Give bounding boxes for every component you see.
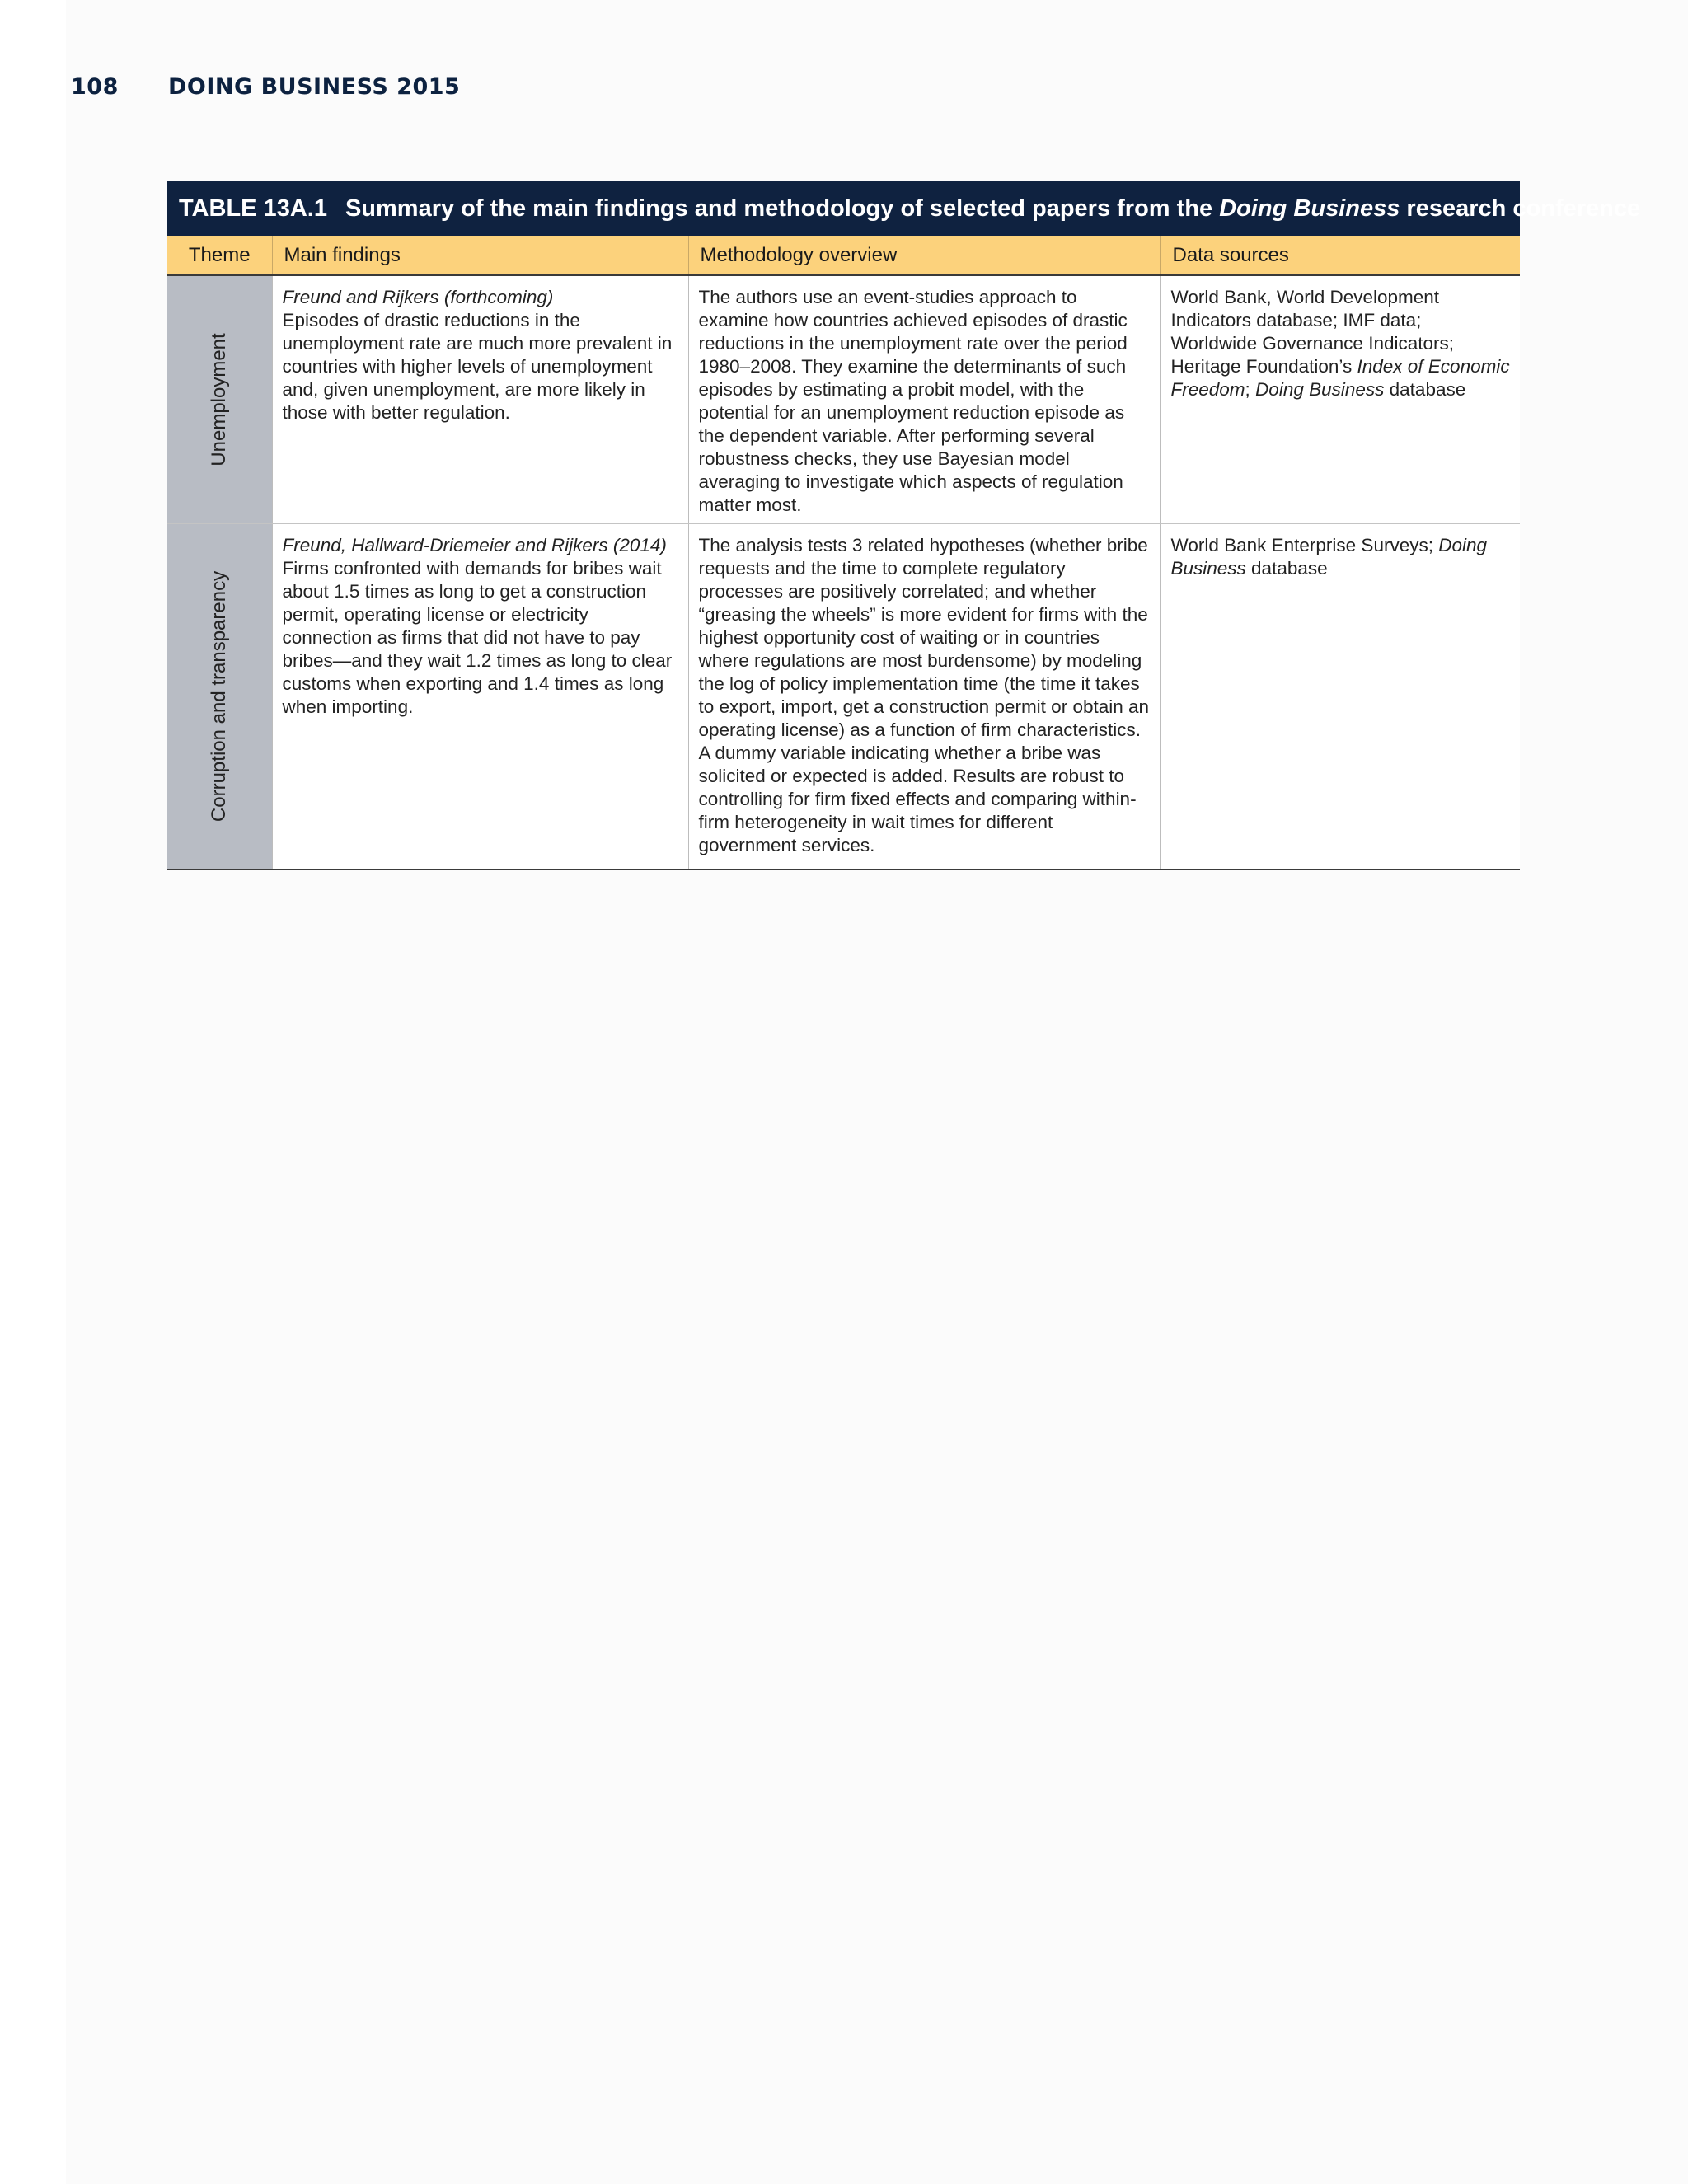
table-header-row <box>167 236 1520 275</box>
sources-text: database <box>1384 379 1466 400</box>
findings-table <box>167 236 1520 870</box>
methodology-cell: The authors use an event-studies approach to examine how countries achieved episodes of drastic reductions in the unemployment rate over the period 1980–2008. They examine the determinants of such episodes by estimating a probit model, with the potential for an unemployment reduction episode as the dependent variable. After performing several robustness checks, they use Bayesian model averaging to investigate which aspects of regulation matter most. <box>688 275 1160 524</box>
running-head <box>71 74 460 100</box>
sources-text: database <box>1245 558 1328 579</box>
table-title-prefix: Summary of the main findings and methodology of selected papers from the <box>345 194 1220 222</box>
table-row <box>167 524 1520 870</box>
finding-text: Episodes of drastic reductions in the unemployment rate are much more prevalent in countries with higher levels of unemployment and, given unemployment, are more likely in those with better regulation. <box>282 310 673 423</box>
table-row <box>167 275 1520 524</box>
column-header-sources: Data sources <box>1160 236 1520 275</box>
table-title-bar <box>167 181 1641 236</box>
sources-italic: Doing Business <box>1255 379 1385 400</box>
sources-cell <box>1160 275 1520 524</box>
sources-text: ; <box>1245 379 1256 400</box>
paper-citation: Freund, Hallward-Driemeier and Rijkers (2014) <box>282 535 667 555</box>
summary-table <box>167 181 1641 870</box>
publication-title: DOING BUSINESS 2015 <box>168 74 461 100</box>
theme-cell <box>167 275 272 524</box>
theme-label: Unemployment <box>208 333 231 466</box>
table-title <box>345 195 1640 223</box>
sources-text: World Bank, World Development Indicators database; IMF data; Worldwide Governance Indicators; Heritage Foundation’s <box>1170 287 1454 377</box>
sources-italic: Index of Economic Freedom <box>1170 356 1510 400</box>
column-header-findings: Main findings <box>272 236 688 275</box>
methodology-cell: The analysis tests 3 related hypotheses (whether bribe requests and the time to complete regulatory processes are positively correlated; and whether “greasing the wheels” is more evident for firms with the highest opportunity cost of waiting or in countries where regulations are most burdensome) by modeling the log of policy implementation time (the time it takes to export, import, get a construction permit or obtain an operating license) as a function of firm characteristics. A dummy variable indicating whether a bribe was solicited or expected is added. Results are robust to controlling for firm fixed effects and comparing within-firm heterogeneity in wait times for different government services. <box>688 524 1160 870</box>
table-title-italic: Doing Business <box>1219 194 1400 222</box>
page-number: 108 <box>71 74 119 100</box>
theme-label: Corruption and transparency <box>208 570 231 823</box>
sources-cell <box>1160 524 1520 870</box>
sources-text: World Bank Enterprise Surveys; <box>1170 535 1439 555</box>
table-label: TABLE 13A.1 <box>179 194 327 222</box>
finding-text: Firms confronted with demands for bribes wait about 1.5 times as long to get a construction permit, operating license or electricity connection as firms that did not have to pay bribes—and they wait 1.2 times as long to clear customs when exporting and 1.4 times as long when importing. <box>282 558 673 717</box>
theme-cell <box>167 524 272 870</box>
table-title-suffix: research conference <box>1400 194 1641 222</box>
column-header-theme: Theme <box>167 236 272 275</box>
findings-cell <box>272 524 688 870</box>
findings-cell <box>272 275 688 524</box>
sources-italic: Doing Business <box>1170 535 1488 579</box>
paper-citation: Freund and Rijkers (forthcoming) <box>282 287 554 307</box>
column-header-methodology: Methodology overview <box>688 236 1160 275</box>
